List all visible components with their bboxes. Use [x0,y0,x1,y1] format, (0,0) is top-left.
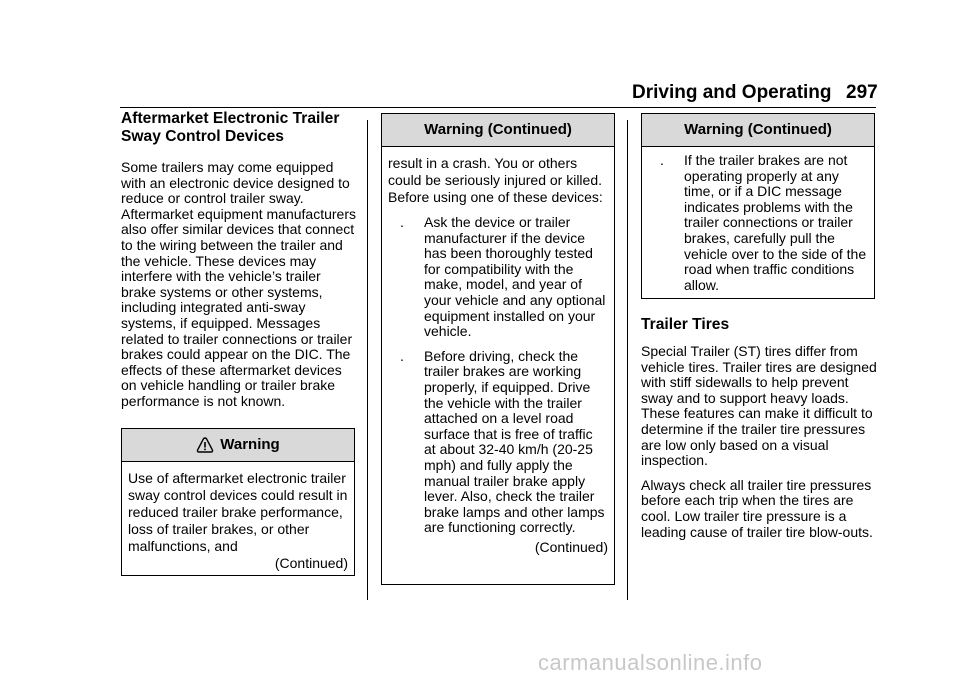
heading-line: Aftermarket Electronic Trailer [121,110,340,127]
page-number: 297 [846,82,878,103]
warning-title: Warning [220,436,280,454]
body-paragraph: Always check all trailer tire pressures before each trip when the tires are cool. Low trailer tire pressure is a leading cause of trailer tire blow-outs. [641,476,873,540]
bullet-glyph: . [660,152,664,168]
warning-box [121,428,355,576]
body-paragraph: Some trailers may come equipped with an electronic device designed to reduce or control trailer sway. Aftermarket equipment manufacturers also offer similar devices that connect to the wiring between the trailer and the vehicle. These devices may interfere with the vehicle’s trailer brake systems or other systems, including integrated anti-sway systems, if equipped. Messages related to trailer connections or trailer brakes could appear on the DIC. The effects of these aftermarket devices on vehicle handling or trailer brake performance is not known. [121,159,356,409]
warning-body [382,147,614,561]
bullet-item [388,349,608,536]
continued-label: (Continued) [534,538,608,555]
bullet-text: Ask the device or trailer manufacturer if the device has been thoroughly tested for compatibility with the make, model, and year of your vehicle and any optional equipment installed on your vehicle. [424,214,606,340]
warning-header: Warning (Continued) [382,114,614,147]
bullet-text: Before driving, check the trailer brakes are working properly, if equipped. Drive the vehicle with the trailer attached on a level road surface that is free of traffic at about 32-40 km/h (20-25 mph) and fully apply the manual trailer brake apply lever. Also, check the trailer brake lamps and other lamps are functioning correctly. [424,347,605,536]
header-rule [120,107,876,108]
column-1 [121,110,357,419]
continued-label: (Continued) [274,555,348,571]
column-divider [367,120,368,600]
warning-text: result in a crash. You or others could be seriously injured or killed. Before using one of these devices: [388,155,603,205]
section-title: Driving and Operating [632,82,832,103]
bullet-text: If the trailer brakes are not operating properly at any time, or if a DIC message indicates problems with the trailer connections or trailer brakes, carefully pull the vehicle over to the side of the road when traffic conditions allow. [684,152,867,293]
warning-text: Use of aftermarket electronic trailer sway control devices could result in reduced trailer brake performance, loss of trailer brakes, or other malfunctions, and [128,470,348,554]
body-paragraph: Special Trailer (ST) tires differ from vehicle tires. Trailer tires are designed with stiff sidewalls to help prevent sway and to support heavy loads. These features can make it difficult to determine if the trailer tire pressures are low only based on a visual inspection. [641,343,877,469]
watermark: carmanualsonline.info [538,650,763,675]
column-3-text [641,316,877,549]
heading-line: Sway Control Devices [121,128,284,145]
warning-header [122,429,354,462]
warning-triangle-icon [196,436,214,454]
column-divider [627,120,628,600]
bullet-glyph: . [400,347,404,364]
bullet-item [648,153,868,293]
warning-body [122,462,354,578]
bullet-glyph: . [400,214,404,230]
warning-box-continued [641,113,875,299]
warning-body [642,147,874,308]
section-heading [121,110,357,146]
warning-header: Warning (Continued) [642,114,874,147]
bullet-item [388,215,608,340]
warning-box-continued [381,113,615,585]
section-heading: Trailer Tires [641,316,730,333]
